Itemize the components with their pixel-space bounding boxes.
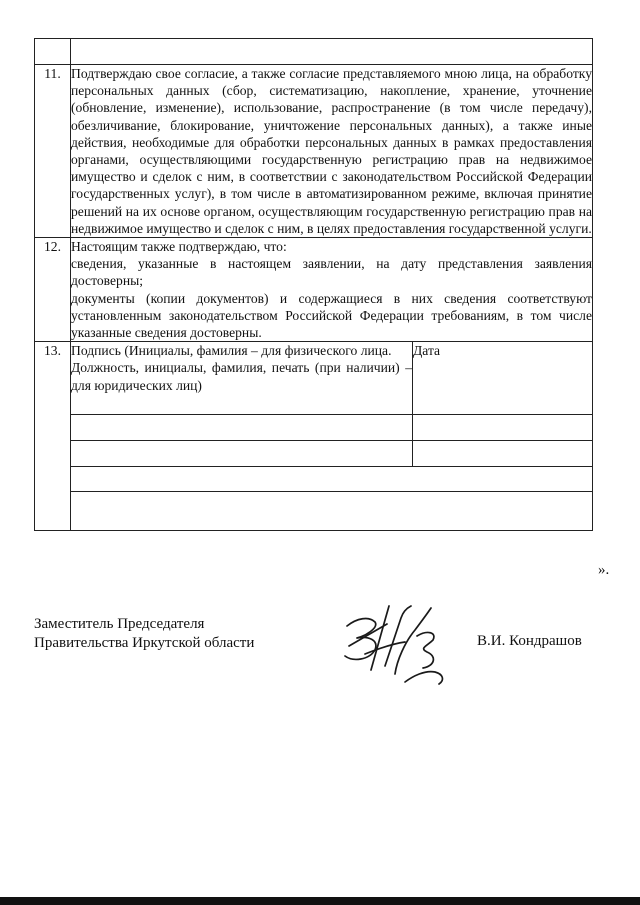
blank-field[interactable] bbox=[71, 492, 593, 531]
position-line-2: Правительства Иркутской области bbox=[34, 635, 255, 651]
signature-row bbox=[35, 441, 593, 467]
closing-quote-mark: ». bbox=[598, 562, 610, 578]
handwritten-signature bbox=[335, 596, 455, 691]
signatory-position bbox=[34, 615, 254, 653]
table-row-item-11 bbox=[35, 65, 593, 238]
item-number: 13. bbox=[35, 342, 71, 531]
table-row-top-blank bbox=[35, 39, 593, 65]
date-label: Дата bbox=[413, 343, 441, 359]
confirmation-intro: Настоящим также подтверждаю, что: bbox=[71, 239, 287, 255]
confirmation-documents-valid: документы (копии документов) и содержащиеся в них сведения соответствуют установленным законодательством Российской Федерации требованиям, в том числе указанные сведения достоверны. bbox=[71, 290, 592, 341]
blank-row bbox=[35, 467, 593, 492]
date-field[interactable] bbox=[413, 415, 593, 441]
table-row-item-13 bbox=[35, 342, 593, 415]
signature-row bbox=[35, 415, 593, 441]
signatory-name: В.И. Кондрашов bbox=[477, 633, 582, 649]
application-form-table bbox=[34, 38, 593, 531]
item-number: 12. bbox=[35, 238, 71, 342]
blank-row bbox=[35, 492, 593, 531]
signature-field[interactable] bbox=[71, 415, 413, 441]
blank-cell bbox=[71, 39, 593, 65]
consent-text-cell bbox=[71, 65, 593, 238]
item-number: 11. bbox=[35, 65, 71, 238]
date-label-cell bbox=[413, 342, 593, 415]
signature-field[interactable] bbox=[71, 441, 413, 467]
table-row-item-12 bbox=[35, 238, 593, 342]
scan-bottom-edge bbox=[0, 897, 640, 905]
blank-field[interactable] bbox=[71, 467, 593, 492]
signature-label-cell bbox=[71, 342, 413, 415]
signature-label-legal-entity: Должность, инициалы, фамилия, печать (при наличии) – для юридических лиц) bbox=[71, 360, 412, 393]
confirmation-text-cell bbox=[71, 238, 593, 342]
blank-cell bbox=[35, 39, 71, 65]
personal-data-consent-text: Подтверждаю свое согласие, а также согласие представляемого мною лица, на обработку персональных данных (сбор, систематизацию, накопление, хранение, уточнение (обновление, изменение), использование, распространение (в том числе передачу), обезличивание, блокирование, уничтожение персональных данных), а также иные действия, необходимые для обработки персональных данных в рамках предоставления органами, осуществляющими государственную регистрацию прав на недвижимое имущество и сделок с ним, в соответствии с законодательством Российской Федерации государственных услуг), в том числе в автоматизированном режиме, включая принятие решений на их основе органом, осуществляющим государственную регистрацию прав на недвижимое имущество и сделок с ним, в целях предоставления государственной услуги. bbox=[71, 66, 592, 236]
position-line-1: Заместитель Председателя bbox=[34, 616, 205, 632]
signature-label-individual: Подпись (Инициалы, фамилия – для физического лица. bbox=[71, 343, 392, 359]
date-field[interactable] bbox=[413, 441, 593, 467]
confirmation-info-reliable: сведения, указанные в настоящем заявлении, на дату представления заявления достоверны; bbox=[71, 256, 592, 289]
